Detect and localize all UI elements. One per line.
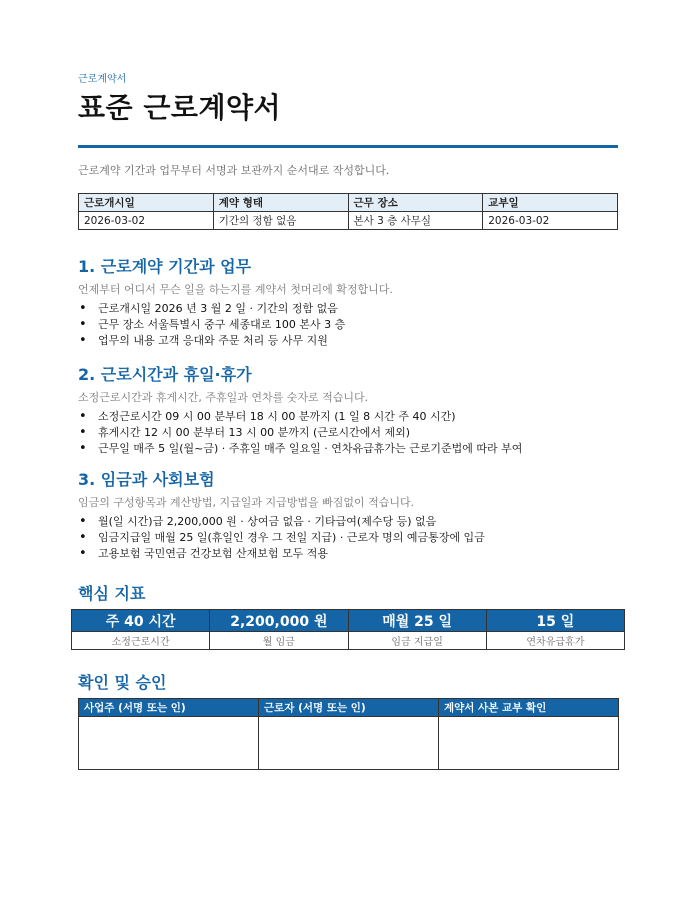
info-header-contract-type: 계약 형태 (213, 194, 348, 212)
kpi-label-leave: 연차유급휴가 (486, 632, 624, 650)
kpi-value-wage: 2,200,000 원 (210, 610, 348, 632)
signature-header-employee: 근로자 (서명 또는 인) (259, 699, 439, 717)
page-title: 표준 근로계약서 (78, 91, 282, 124)
section-description: 소정근로시간과 휴게시간, 주휴일과 연차를 숫자로 적습니다. (78, 391, 369, 404)
document-label: 근로계약서 (78, 74, 127, 85)
list-item: • 휴게시간 12 시 00 분부터 13 시 00 분까지 (근로시간에서 제외) (78, 425, 618, 441)
kpi-label-payday: 임금 지급일 (348, 632, 486, 650)
list-item: • 소정근로시간 09 시 00 분부터 18 시 00 분까지 (1 일 8 시간 주 40 시간) (78, 409, 618, 425)
info-value-contract-type: 기간의 정함 없음 (213, 212, 348, 230)
kpi-value-row (72, 610, 625, 632)
section-list (78, 301, 618, 349)
section-list (78, 409, 618, 457)
kpi-value-leave: 15 일 (486, 610, 624, 632)
kpi-table (71, 609, 625, 650)
kpi-label-hours: 소정근로시간 (72, 632, 210, 650)
contract-info-table (78, 193, 618, 230)
signature-box-employee[interactable] (259, 717, 439, 770)
list-item: • 임금지급일 매월 25 일(휴일인 경우 그 전일 지급) · 근로자 명의 예금통장에 입금 (78, 530, 618, 546)
list-item: • 월(일 시간)급 2,200,000 원 · 상여금 없음 · 기타급여(제수당 등) 없음 (78, 514, 618, 530)
info-value-start-date: 2026-03-02 (79, 212, 214, 230)
info-header-start-date: 근로개시일 (79, 194, 214, 212)
info-value-row (79, 212, 618, 230)
list-item: • 근무일 매주 5 일(월~금) · 주휴일 매주 일요일 · 연차유급휴가는 근로기준법에 따라 부여 (78, 441, 618, 457)
section-wages-insurance (78, 469, 618, 562)
section-working-hours (78, 364, 618, 457)
kpi-label-row (72, 632, 625, 650)
kpi-label-wage: 월 임금 (210, 632, 348, 650)
list-item: • 업무의 내용 고객 응대와 주문 처리 등 사무 지원 (78, 333, 618, 349)
kpi-value-hours: 주 40 시간 (72, 610, 210, 632)
signature-box-employer[interactable] (79, 717, 259, 770)
list-item: • 근무 장소 서울특별시 중구 세종대로 100 본사 3 층 (78, 317, 618, 333)
list-item: • 근로개시일 2026 년 3 월 2 일 · 기간의 정함 없음 (78, 301, 618, 317)
kpi-value-payday: 매월 25 일 (348, 610, 486, 632)
section-title: 3. 임금과 사회보험 (78, 470, 215, 489)
section-contract-period (78, 256, 618, 349)
info-header-workplace: 근무 장소 (348, 194, 483, 212)
signature-table (78, 698, 619, 770)
list-item: • 고용보험 국민연금 건강보험 산재보험 모두 적용 (78, 546, 618, 562)
info-value-workplace: 본사 3 층 사무실 (348, 212, 483, 230)
info-header-issue-date: 교부일 (483, 194, 618, 212)
section-title: 2. 근로시간과 휴일·휴가 (78, 365, 252, 384)
signature-box-copy-confirm[interactable] (439, 717, 619, 770)
approval-heading: 확인 및 승인 (78, 673, 167, 692)
signature-header-employer: 사업주 (서명 또는 인) (79, 699, 259, 717)
section-description: 언제부터 어디서 무슨 일을 하는지를 계약서 첫머리에 확정합니다. (78, 283, 393, 296)
info-value-issue-date: 2026-03-02 (483, 212, 618, 230)
title-divider (78, 145, 618, 148)
signature-header-copy-confirm: 계약서 사본 교부 확인 (439, 699, 619, 717)
intro-text: 근로계약 기간과 업무부터 서명과 보관까지 순서대로 작성합니다. (78, 164, 390, 177)
signature-header-row (79, 699, 619, 717)
info-header-row (79, 194, 618, 212)
kpi-heading: 핵심 지표 (78, 584, 146, 603)
section-title: 1. 근로계약 기간과 업무 (78, 257, 252, 276)
section-list (78, 514, 618, 562)
signature-row (79, 717, 619, 770)
section-description: 임금의 구성항목과 계산방법, 지급일과 지급방법을 빠짐없이 적습니다. (78, 496, 415, 509)
